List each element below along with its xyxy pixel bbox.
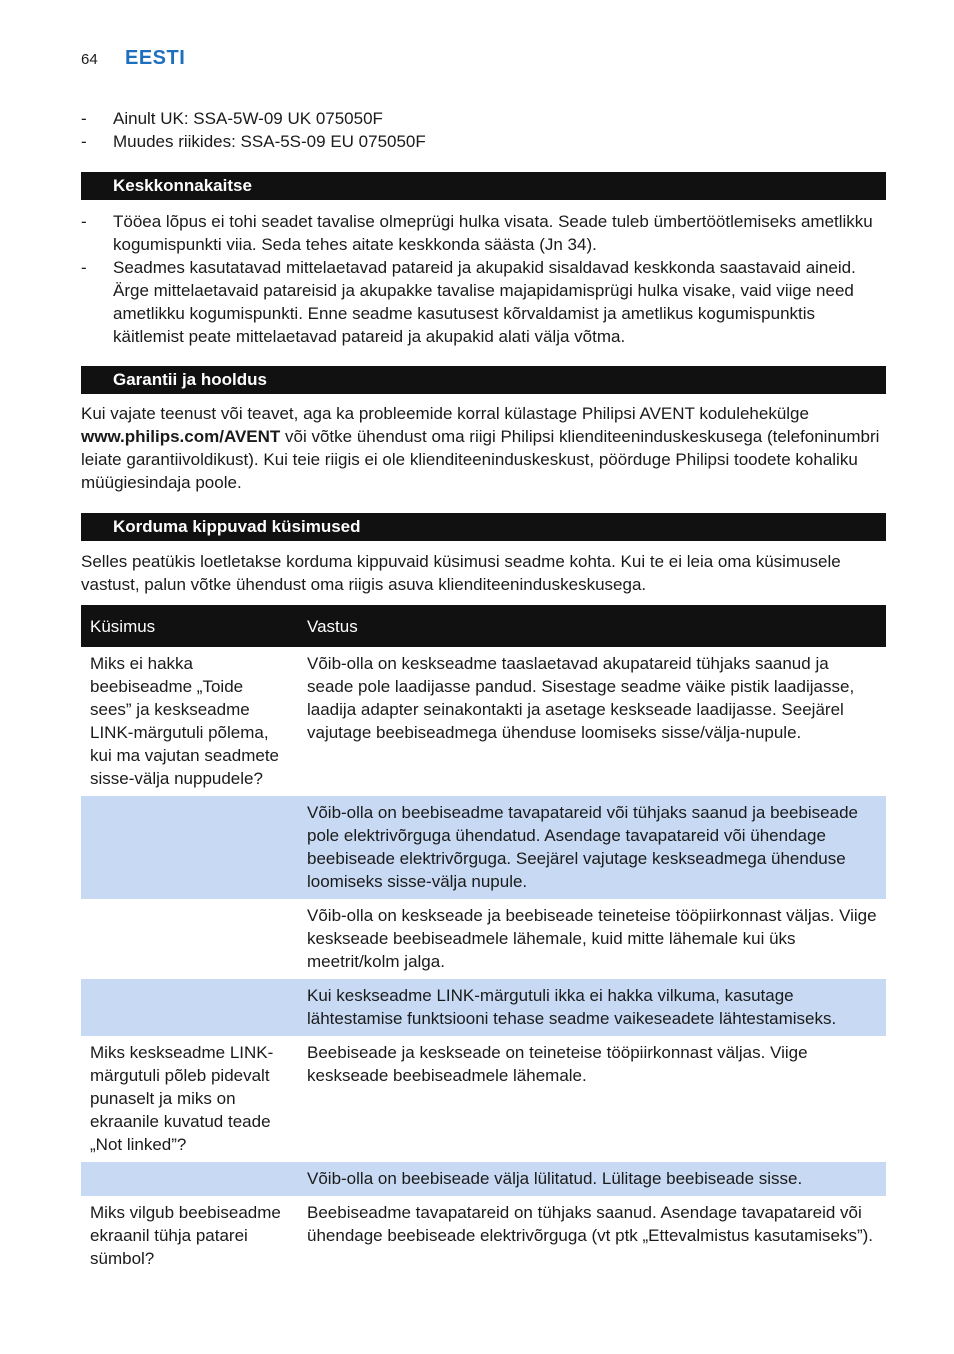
question-cell: Miks vilgub beebiseadme ekraanil tühja patarei sümbol?	[90, 1203, 281, 1268]
table-row	[81, 1196, 886, 1276]
page-number: 64	[81, 51, 98, 68]
list-item: - Muudes riikides: SSA-5S-09 EU 075050F	[81, 132, 426, 151]
language-heading: EESTI	[125, 47, 186, 69]
table-row	[81, 899, 886, 979]
list-item: - Ainult UK: SSA-5W-09 UK 075050F	[81, 109, 383, 128]
list-item: - Seadmes kasutatavad mittelaetavad patareid ja akupakid sisaldavad keskkonda saastavaid aineid. Ärge mittelaetavaid patareisid ja akupakke tavalise majapidamisprügi hulka visake, vaid viige need ametlikku kogumispunkti. Enne seadme kasutusest kõrvaldamist ja ametlikus kogumispunktis käitlemist peate mittelaetavad patareid ja akupakid alati välja võtma.	[81, 258, 856, 346]
intro-list	[81, 107, 886, 153]
table-row	[81, 796, 886, 899]
table-row	[81, 979, 886, 1036]
section-heading-warranty: Garantii ja hooldus	[81, 366, 886, 394]
answer-cell: Võib-olla on beebiseadme tavapatareid või tühjaks saanud ja beebiseade pole elektrivõrguga ühendatud. Asendage tavapatareid või ühendage beebiseade elektrivõrguga. Seejärel vajutage keskseadmega ühenduse loomiseks sisse-välja nupule.	[298, 796, 886, 899]
avent-link[interactable]: www.philips.com/AVENT	[81, 427, 281, 446]
answer-cell: Beebiseadme tavapatareid on tühjaks saanud. Asendage tavapatareid või ühendage beebiseade elektrivõrguga (vt ptk „Ettevalmistus kasutamiseks”).	[307, 1203, 874, 1245]
table-header-row	[81, 605, 886, 647]
faq-intro: Selles peatükis loetletakse korduma kippuvaid küsimusi seadme kohta. Kui te ei leia oma küsimusele vastust, palun võtke ühendust oma riigis asuva klienditeeninduskeskusega.	[81, 552, 841, 594]
question-cell	[81, 1162, 298, 1196]
section-heading-environment: Keskkonnakaitse	[81, 172, 886, 200]
question-cell: Miks ei hakka beebiseadme „Toide sees” ja keskseadme LINK-märgutuli põlema, kui ma vajutan seadmete sisse-välja nuppudele?	[90, 654, 279, 788]
answer-cell: Võib-olla on beebiseade välja lülitatud. Lülitage beebiseade sisse.	[298, 1162, 886, 1196]
answer-cell: Võib-olla on keskseadme taaslaetavad akupatareid tühjaks saanud ja seade pole laadijasse pandud. Sisestage seadme väike pistik laadijasse, laadija adapter seinakontakti ja asetage keskseade laadijasse. Seejärel vajutage beebiseadmega ühenduse loomiseks sisse/välja-nupule.	[307, 654, 855, 742]
environment-list	[81, 210, 886, 348]
table-row	[81, 1036, 886, 1162]
question-cell	[81, 899, 298, 979]
question-cell: Miks keskseadme LINK-märgutuli põleb pidevalt punaselt ja miks on ekraanile kuvatud teade „Not linked”?	[90, 1043, 274, 1154]
faq-table	[81, 605, 886, 1276]
answer-cell: Võib-olla on keskseade ja beebiseade teineteise tööpiirkonnast väljas. Viige keskseade beebiseadmele lähemale, kuid mitte lähemale kui üks meetrit/kolm jalga.	[307, 906, 877, 971]
table-row	[81, 1162, 886, 1196]
warranty-paragraph: Kui vajate teenust või teavet, aga ka probleemide korral külastage Philipsi AVENT kodulehekülge www.philips.com/AVENT või võtke ühendust oma riigi Philipsi klienditeeninduskeskusega (telefoninumbri leiate garantiivoldikust). Kui teie riigis ei ole klienditeeninduskeskust, pöörduge Philipsi toodete kohaliku müügiesindaja poole.	[81, 404, 880, 492]
column-header-question: Küsimus	[81, 605, 298, 647]
column-header-answer: Vastus	[298, 605, 886, 647]
answer-cell: Kui keskseadme LINK-märgutuli ikka ei hakka vilkuma, kasutage lähtestamise funktsiooni tehase seadme vaikeseadete lähtestamiseks.	[298, 979, 886, 1036]
section-heading-faq: Korduma kippuvad küsimused	[81, 513, 886, 541]
question-cell	[81, 979, 298, 1036]
list-item: - Tööea lõpus ei tohi seadet tavalise olmeprügi hulka visata. Seade tuleb ümbertöötlemiseks ametlikku kogumispunkti viia. Seda tehes aitate keskkonda säästa (Jn 34).	[81, 212, 873, 254]
table-row	[81, 647, 886, 796]
question-cell	[81, 796, 298, 899]
answer-cell: Beebiseade ja keskseade on teineteise tööpiirkonnast väljas. Viige keskseade beebiseadmele lähemale.	[307, 1043, 808, 1085]
